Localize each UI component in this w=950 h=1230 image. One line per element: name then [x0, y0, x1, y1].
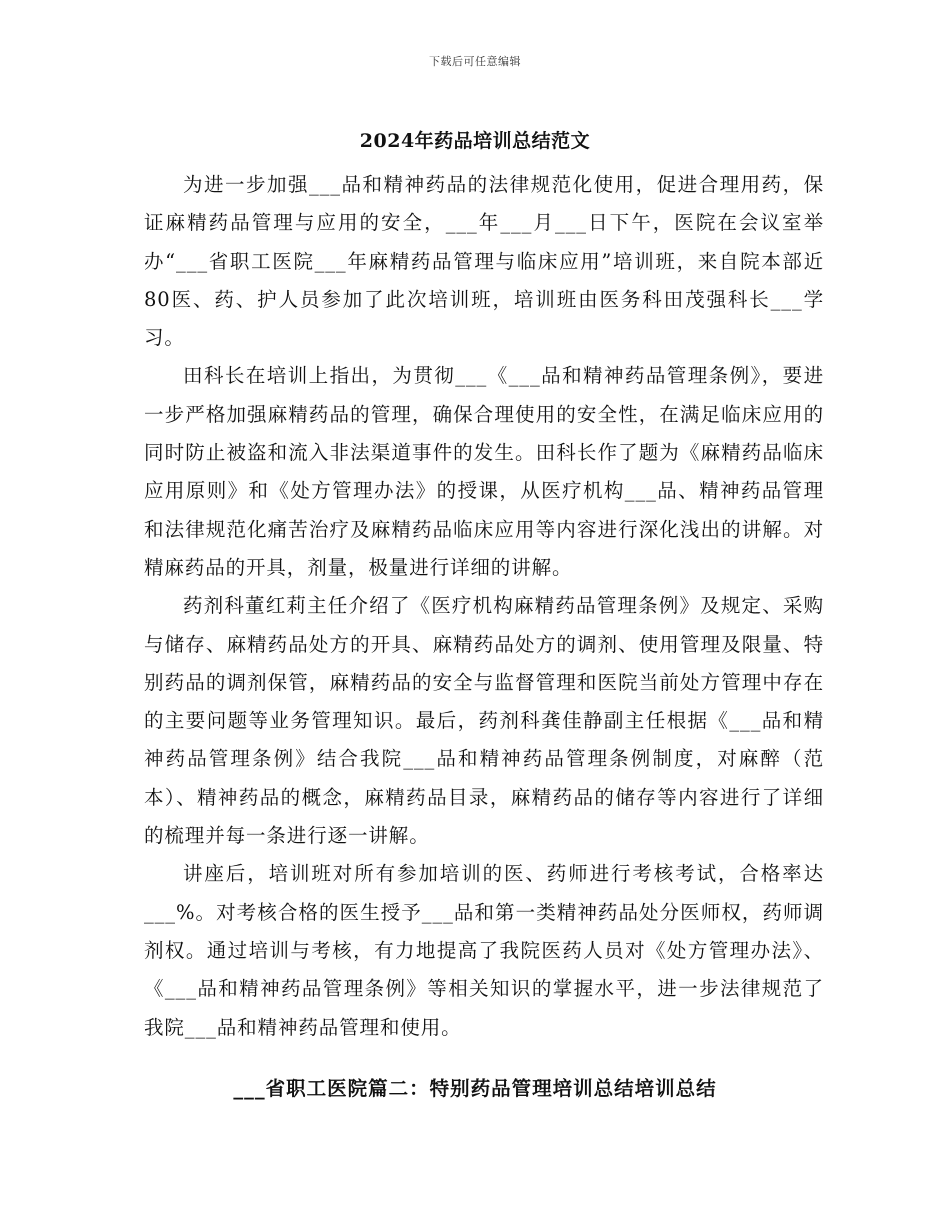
paragraph-4: 讲座后，培训班对所有参加培训的医、药师进行考核考试，合格率达___%。对考核合格的医生授予___品和第一类精神药品处分医师权，药师调剂权。通过培训与考核，有力地提高了我院医药人员对《处方管理办法》、《___品和精神药品管理条例》等相关知识的掌握水平，进一步法律规范了我院___品和精神药品管理和使用。: [144, 862, 824, 1039]
paragraph-3: 药剂科董红莉主任介绍了《医疗机构麻精药品管理条例》及规定、采购与储存、麻精药品处方的开具、麻精药品处方的调剂、使用管理及限量、特别药品的调剂保管，麻精药品的安全与监督管理和医院当前处方管理中存在的主要问题等业务管理知识。最后，药剂科龚佳静副主任根据《___品和精神药品管理条例》结合我院___品和精神药品管理条例制度，对麻醉（范本）、精神药品的概念，麻精药品目录，麻精药品的储存等内容进行了详细的梳理并每一条进行逐一讲解。: [144, 594, 824, 848]
document-body: [144, 166, 824, 1047]
header-note: 下载后可任意编辑: [429, 55, 521, 68]
document-title: 2024年药品培训总结范文: [359, 130, 591, 152]
section-title: ___省职工医院篇二：特别药品管理培训总结培训总结: [233, 1077, 717, 1100]
paragraph-1: 为进一步加强___品和精神药品的法律规范化使用，促进合理用药，保证麻精药品管理与应用的安全，___年___月___日下午，医院在会议室举办“___省职工医院___年麻精药品管理与临床应用”培训班，来自院本部近80医、药、护人员参加了此次培训班，培训班由医务科田茂强科长___学习。: [144, 173, 824, 350]
paragraph-2: 田科长在培训上指出，为贯彻___《___品和精神药品管理条例》，要进一步严格加强麻精药品的管理，确保合理使用的安全性，在满足临床应用的同时防止被盗和流入非法渠道事件的发生。田科长作了题为《麻精药品临床应用原则》和《处方管理办法》的授课，从医疗机构___品、精神药品管理和法律规范化痛苦治疗及麻精药品临床应用等内容进行深化浅出的讲解。对精麻药品的开具，剂量，极量进行详细的讲解。: [144, 364, 824, 579]
